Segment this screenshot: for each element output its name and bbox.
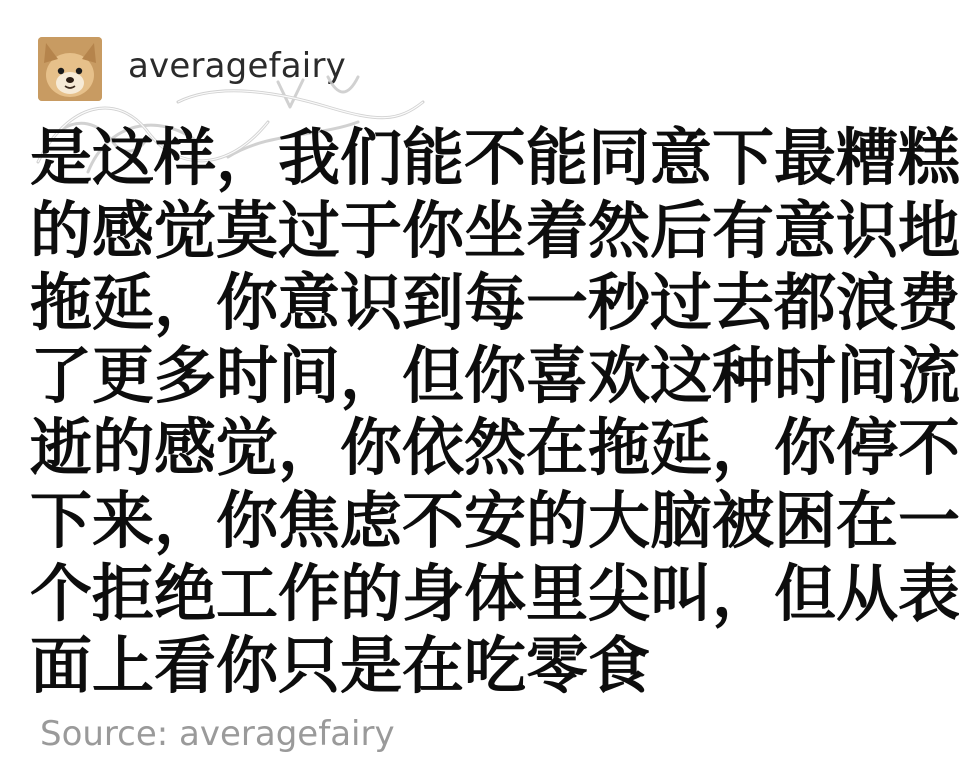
post-line: 面上看你只是在吃零食 <box>30 629 651 703</box>
post-line: 个拒绝工作的身体里尖叫，但从表 <box>30 556 960 630</box>
post-line: 是这样，我们能不能同意下最糟糕 <box>30 121 960 194</box>
post-line: 的感觉莫过于你坐着然后有意识地 <box>30 193 960 267</box>
post-line: 拖延，你意识到每一秒过去都浪费 <box>30 266 960 340</box>
post-header <box>38 34 346 104</box>
post-line: 了更多时间，但你喜欢这种时间流 <box>30 338 960 412</box>
dog-avatar-icon[interactable] <box>38 37 102 101</box>
username[interactable]: averagefairy <box>128 46 346 86</box>
post-body-text <box>30 121 960 703</box>
post-line: 逝的感觉，你依然在拖延，你停不 <box>30 411 960 485</box>
post-line: 下来，你焦虑不安的大脑被困在一 <box>30 483 960 557</box>
source-attribution[interactable]: Source: averagefairy <box>40 714 395 754</box>
